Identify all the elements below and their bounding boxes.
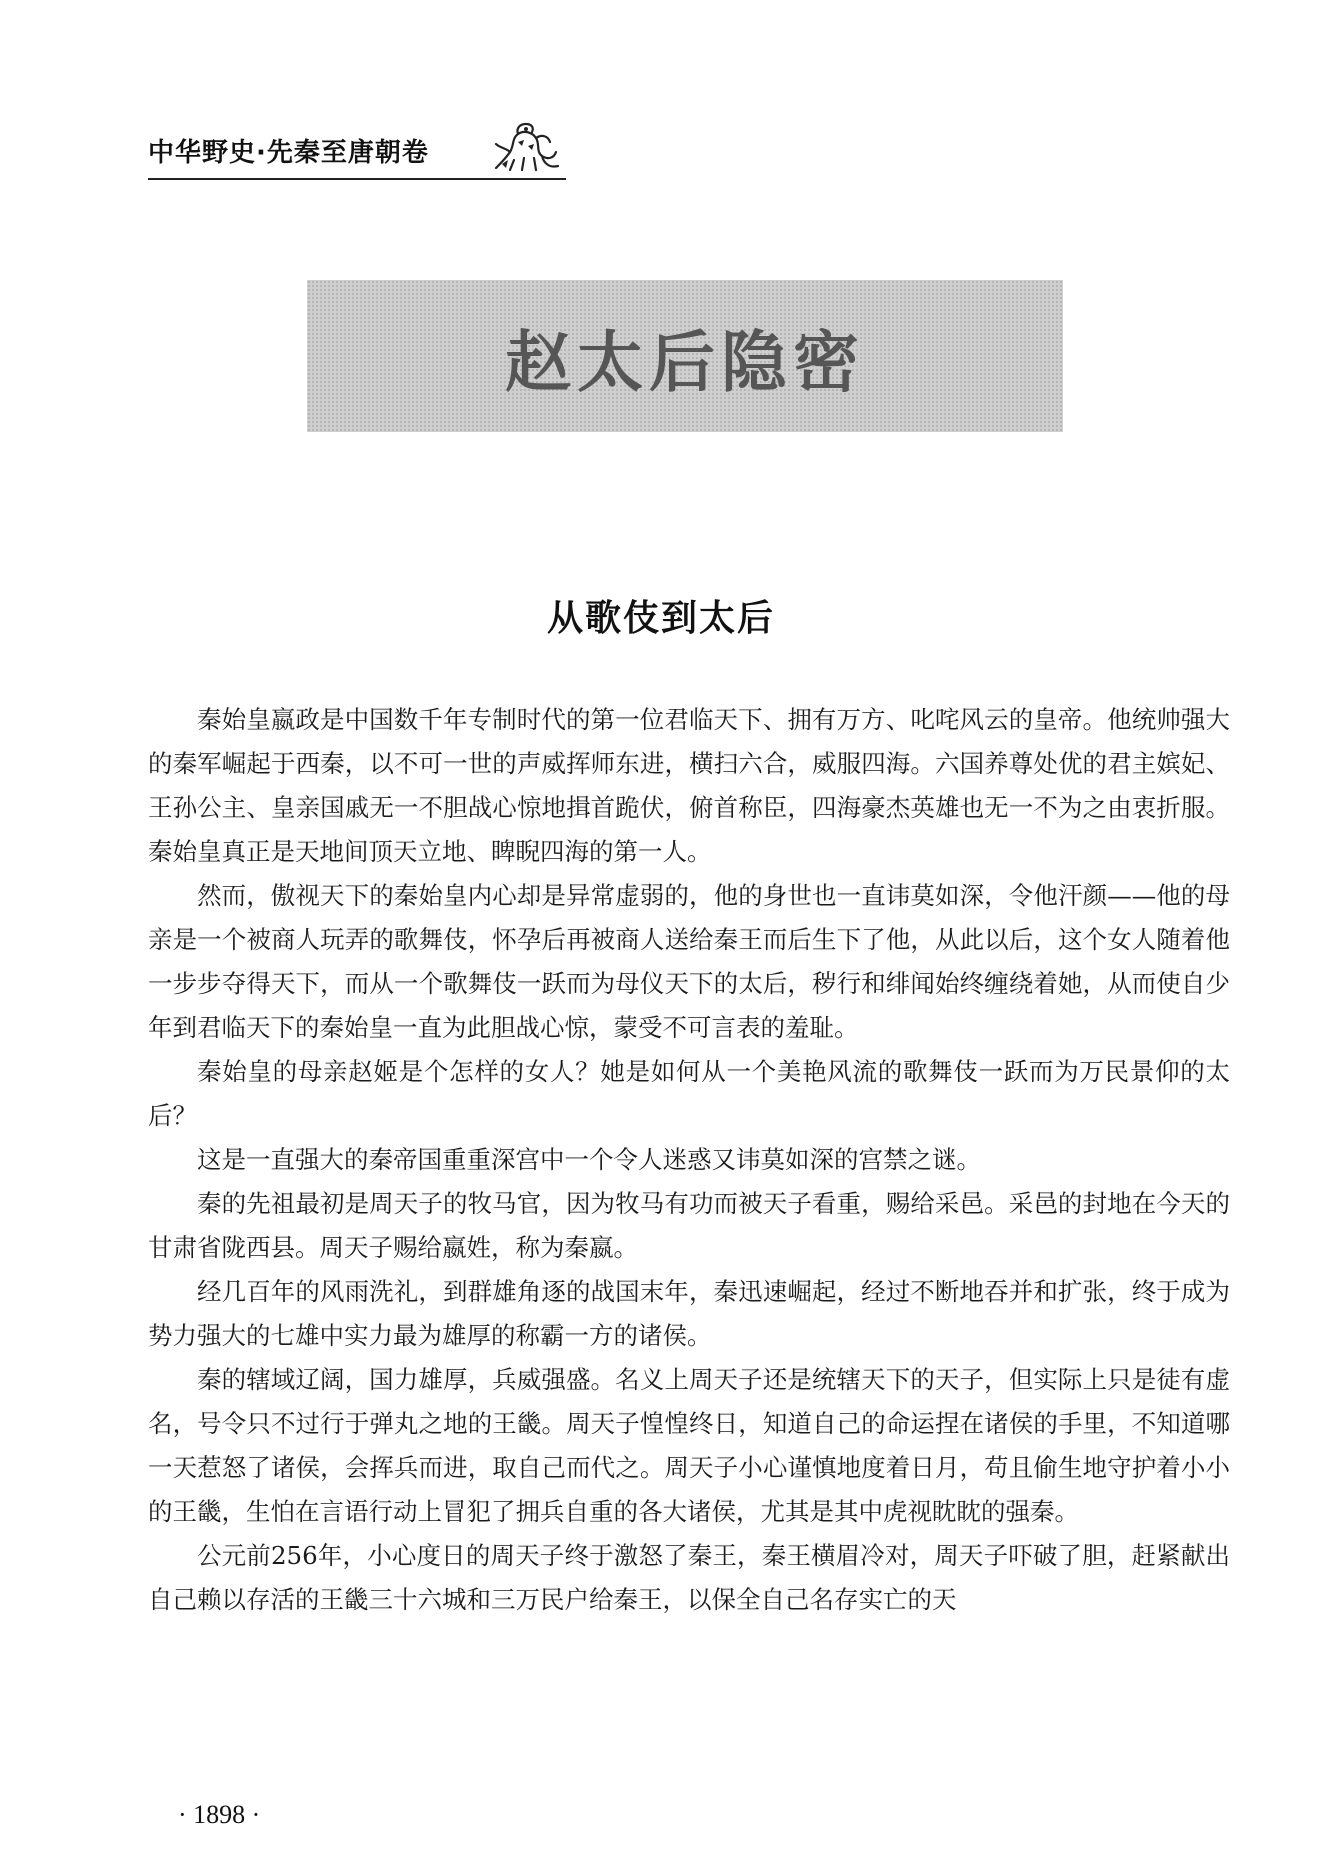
header-rule <box>148 178 566 180</box>
paragraph: 公元前256年，小心度日的周天子终于激怒了秦王，秦王横眉冷对，周天子吓破了胆，赶紧献出自己赖以存活的王畿三十六城和三万民户给秦王，以保全自己名存实亡的天 <box>148 1541 1230 1614</box>
section-title: 从歌伎到太后 <box>546 598 775 639</box>
book-title: 中华野史·先秦至唐朝卷 <box>148 138 429 168</box>
body-text <box>148 698 1230 1622</box>
paragraph: 经几百年的风雨洗礼，到群雄角逐的战国末年，秦迅速崛起，经过不断地吞并和扩张，终于成为势力强大的七雄中实力最为雄厚的称霸一方的诸侯。 <box>148 1277 1230 1350</box>
paragraph: 秦的先祖最初是周天子的牧马官，因为牧马有功而被天子看重，赐给采邑。采邑的封地在今天的甘肃省陇西县。周天子赐给嬴姓，称为秦嬴。 <box>148 1189 1230 1262</box>
chapter-title-banner <box>307 280 1063 432</box>
page-number: · 1898 · <box>178 1800 261 1829</box>
paragraph: 然而，傲视天下的秦始皇内心却是异常虚弱的，他的身世也一直讳莫如深，令他汗颜——他的母亲是一个被商人玩弄的歌舞伎，怀孕后再被商人送给秦王而后生下了他，从此以后，这个女人随着他一步步夺得天下，而从一个歌舞伎一跃而为母仪天下的太后，秽行和绯闻始终缠绕着她，从而使自少年到君临天下的秦始皇一直为此胆战心惊，蒙受不可言表的羞耻。 <box>148 881 1230 1042</box>
dragon-ornament-icon <box>488 118 562 176</box>
chapter-title: 赵太后隐密 <box>505 322 865 401</box>
running-header <box>148 118 566 184</box>
paragraph: 这是一直强大的秦帝国重重深宫中一个令人迷惑又讳莫如深的宫禁之谜。 <box>197 1145 981 1174</box>
paragraph: 秦始皇的母亲赵姬是个怎样的女人？她是如何从一个美艳风流的歌舞伎一跃而为万民景仰的太后？ <box>148 1057 1230 1130</box>
paragraph: 秦始皇嬴政是中国数千年专制时代的第一位君临天下、拥有万方、叱咤风云的皇帝。他统帅强大的秦军崛起于西秦，以不可一世的声威挥师东进，横扫六合，威服四海。六国养尊处优的君主嫔妃、王孙公主、皇亲国戚无一不胆战心惊地揖首跪伏，俯首称臣，四海豪杰英雄也无一不为之由衷折服。秦始皇真正是天地间顶天立地、睥睨四海的第一人。 <box>148 705 1230 866</box>
paragraph: 秦的辖域辽阔，国力雄厚，兵威强盛。名义上周天子还是统辖天下的天子，但实际上只是徒有虚名，号令只不过行于弹丸之地的王畿。周天子惶惶终日，知道自己的命运捏在诸侯的手里，不知道哪一天惹怒了诸侯，会挥兵而进，取自己而代之。周天子小心谨慎地度着日月，苟且偷生地守护着小小的王畿，生怕在言语行动上冒犯了拥兵自重的各大诸侯，尤其是其中虎视眈眈的强秦。 <box>148 1365 1230 1526</box>
